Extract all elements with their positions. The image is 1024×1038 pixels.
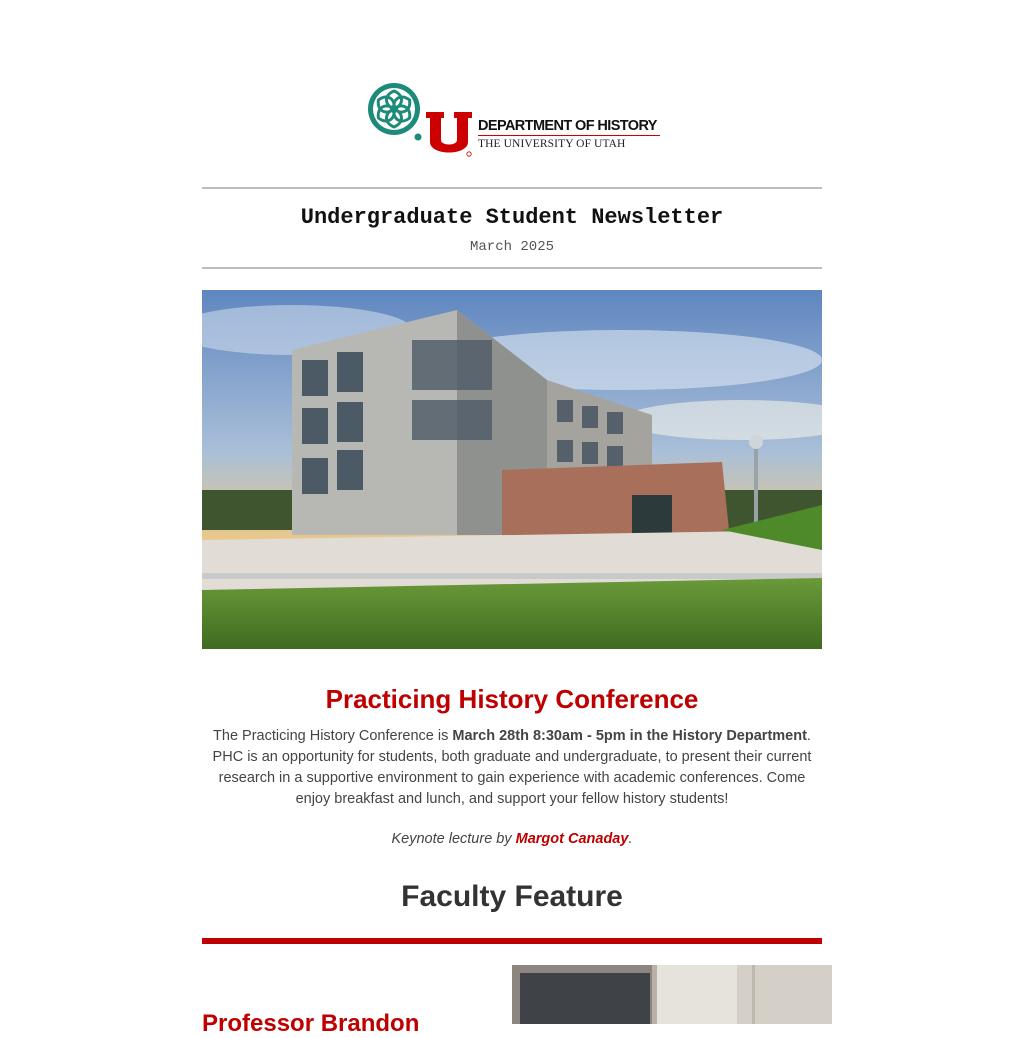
conference-date-time: March 28th 8:30am - 5pm in the History Department xyxy=(452,728,807,744)
conference-text-intro: The Practicing History Conference is xyxy=(213,728,453,744)
block-u-icon xyxy=(424,110,474,158)
keynote-speaker-link[interactable]: Margot Canaday xyxy=(515,831,629,847)
keynote-suffix: . xyxy=(628,831,633,847)
newsletter-title: Undergraduate Student Newsletter xyxy=(300,205,724,230)
logo-divider xyxy=(478,135,660,136)
university-rosette-icon xyxy=(364,80,424,142)
building-photo xyxy=(202,290,822,649)
header-bottom-rule xyxy=(202,267,822,269)
newsletter-date: March 2025 xyxy=(469,239,554,255)
conference-text-rest: . PHC is an opportunity for students, both graduate and undergraduate, to present their current research in a supportive environment to gain experience with academic conferences. Come enjoy breakfast and lunch, and support your fellow history students! xyxy=(212,728,812,807)
keynote-prefix: Keynote lecture by xyxy=(391,831,516,847)
section-divider-bar xyxy=(202,938,822,944)
department-logo xyxy=(364,80,664,160)
conference-heading: Practicing History Conference xyxy=(325,684,699,714)
university-name: THE UNIVERSITY OF UTAH xyxy=(478,138,626,150)
department-name: DEPARTMENT OF HISTORY xyxy=(478,118,657,134)
faculty-feature-heading: Faculty Feature xyxy=(401,880,623,913)
faculty-name: Professor Brandon xyxy=(202,1010,420,1037)
conference-description xyxy=(202,726,822,810)
faculty-photo xyxy=(512,965,832,1024)
keynote-line xyxy=(202,831,822,847)
header-top-rule xyxy=(202,187,822,189)
